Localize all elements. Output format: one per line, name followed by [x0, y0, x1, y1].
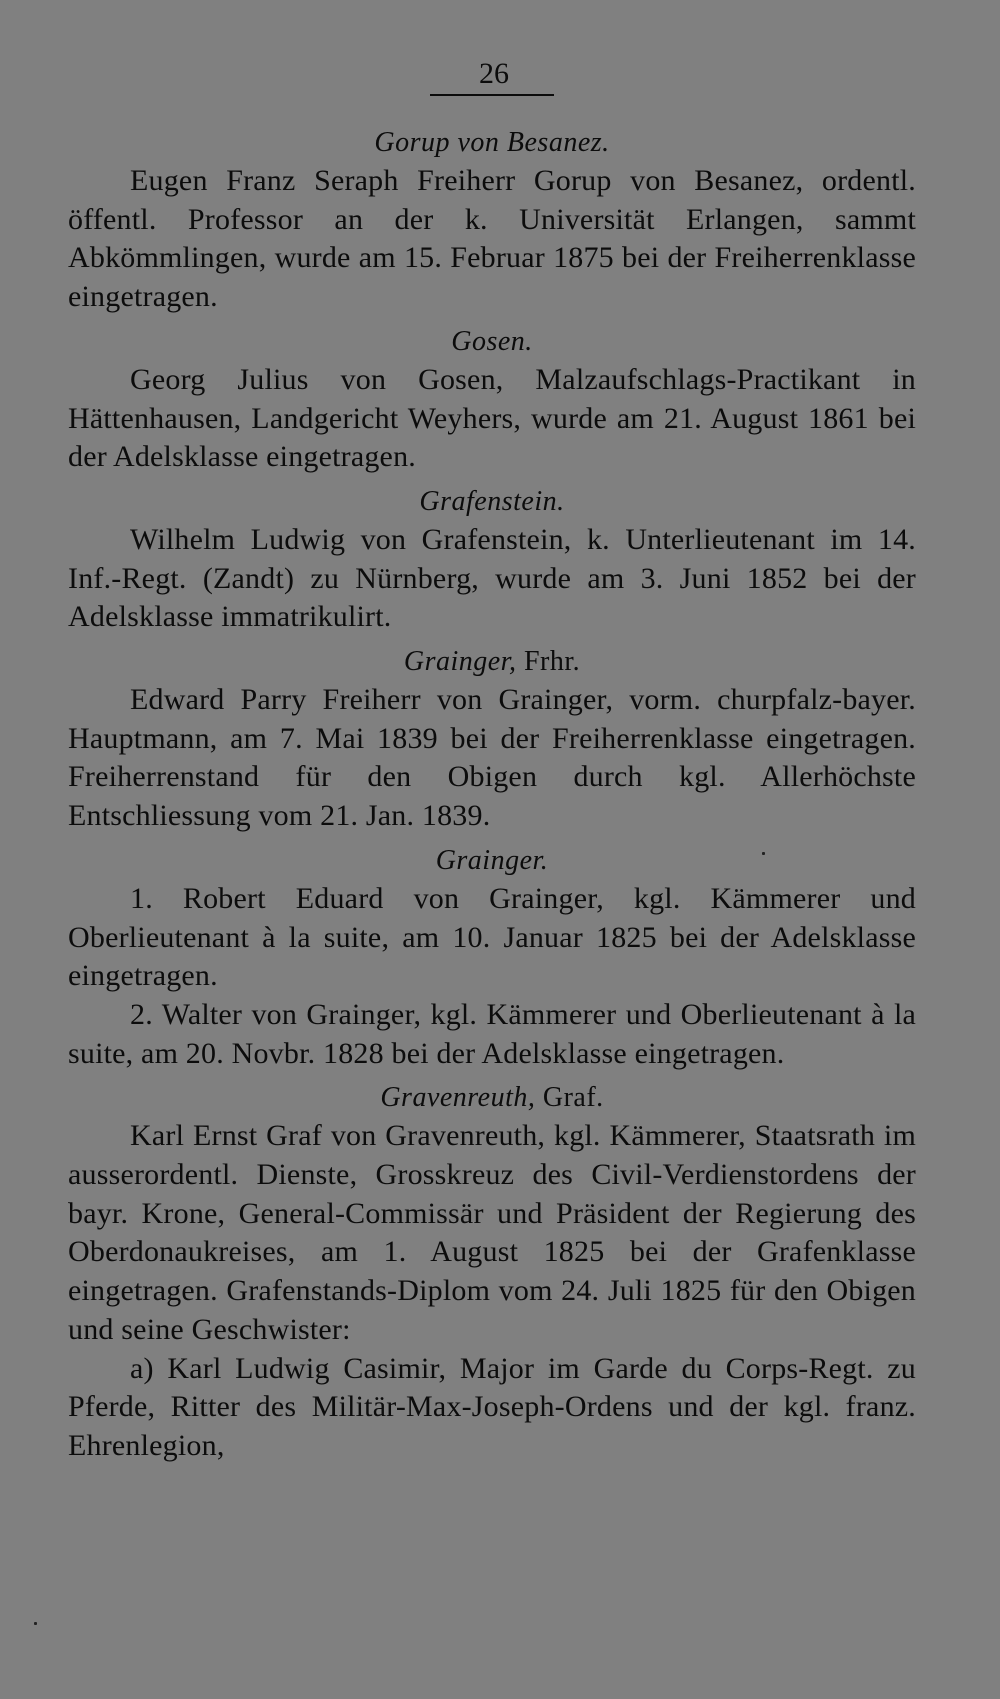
entry-paragraph: Wilhelm Ludwig von Grafenstein, k. Unterlieutenant im 14. Inf.-Regt. (Zandt) zu Nürnberg, wurde am 3. Juni 1852 bei der Adelsklasse immatrikulirt.	[68, 522, 916, 634]
heading-name: Gravenreuth,	[380, 1082, 536, 1114]
heading-name: Grainger,	[403, 646, 517, 678]
entry-paragraph: 1. Robert Eduard von Grainger, kgl. Kämmerer und Oberlieutenant à la suite, am 10. Januar 1825 bei der Adelsklasse eingetragen.	[68, 881, 916, 993]
entry-grafenstein	[68, 483, 916, 637]
scan-speck	[34, 1622, 37, 1625]
entry-gosen	[68, 323, 916, 477]
entry-gorup	[68, 124, 916, 317]
entry-gravenreuth	[68, 1079, 916, 1465]
heading-name: Gosen.	[451, 325, 533, 357]
entry-grainger	[68, 842, 916, 1074]
heading-suffix: Frhr.	[516, 646, 581, 678]
entry-heading	[68, 124, 916, 162]
entry-heading	[68, 643, 916, 681]
entry-grainger-frhr	[68, 643, 916, 836]
heading-name: Gorup von Besanez.	[374, 127, 610, 158]
entry-heading	[68, 1079, 916, 1117]
entry-heading	[68, 323, 916, 361]
entry-paragraph: Karl Ernst Graf von Gravenreuth, kgl. Kämmerer, Staatsrath im ausserordentl. Dienste, Grosskreuz des Civil-Verdienstordens der bayr. Krone, General-Commissär und Präsident der Regierung des Oberdonaukreises, am 1. August 1825 bei der Grafenklasse eingetragen. Grafenstands-Diplom vom 24. Juli 1825 für den Obigen und seine Geschwister:	[68, 1119, 916, 1346]
scan-speck	[762, 852, 765, 855]
heading-name: Grafenstein.	[419, 485, 565, 517]
entry-heading	[68, 842, 916, 880]
entry-paragraph: Edward Parry Freiherr von Grainger, vorm. churpfalz-bayer. Hauptmann, am 7. Mai 1839 bei der Freiherrenklasse eingetragen. Freiherrenstand für den Obigen durch kgl. Allerhöchste Entschliessung vom 21. Jan. 1839.	[68, 683, 916, 833]
entry-paragraph: 2. Walter von Grainger, kgl. Kämmerer und Oberlieutenant à la suite, am 20. Novbr. 1828 bei der Adelsklasse eingetragen.	[68, 997, 916, 1070]
entry-paragraph: a) Karl Ludwig Casimir, Major im Garde du Corps-Regt. zu Pferde, Ritter des Militär-Max-Joseph-Ordens und der kgl. franz. Ehrenlegion,	[68, 1351, 916, 1462]
page-number: 26	[430, 56, 554, 96]
heading-name: Grainger.	[435, 844, 549, 876]
heading-suffix: Graf.	[535, 1082, 604, 1114]
entry-heading	[68, 483, 916, 521]
document-page	[68, 56, 916, 1466]
entry-paragraph: Eugen Franz Seraph Freiherr Gorup von Besanez, ordentl. öffentl. Professor an der k. Universität Erlangen, sammt Abkömmlingen, wurde am 15. Februar 1875 bei der Freiherrenklasse eingetragen.	[68, 164, 916, 314]
entry-paragraph: Georg Julius von Gosen, Malzaufschlags-Practikant in Hättenhausen, Landgericht Weyhers, wurde am 21. August 1861 bei der Adelsklasse eingetragen.	[68, 362, 916, 474]
